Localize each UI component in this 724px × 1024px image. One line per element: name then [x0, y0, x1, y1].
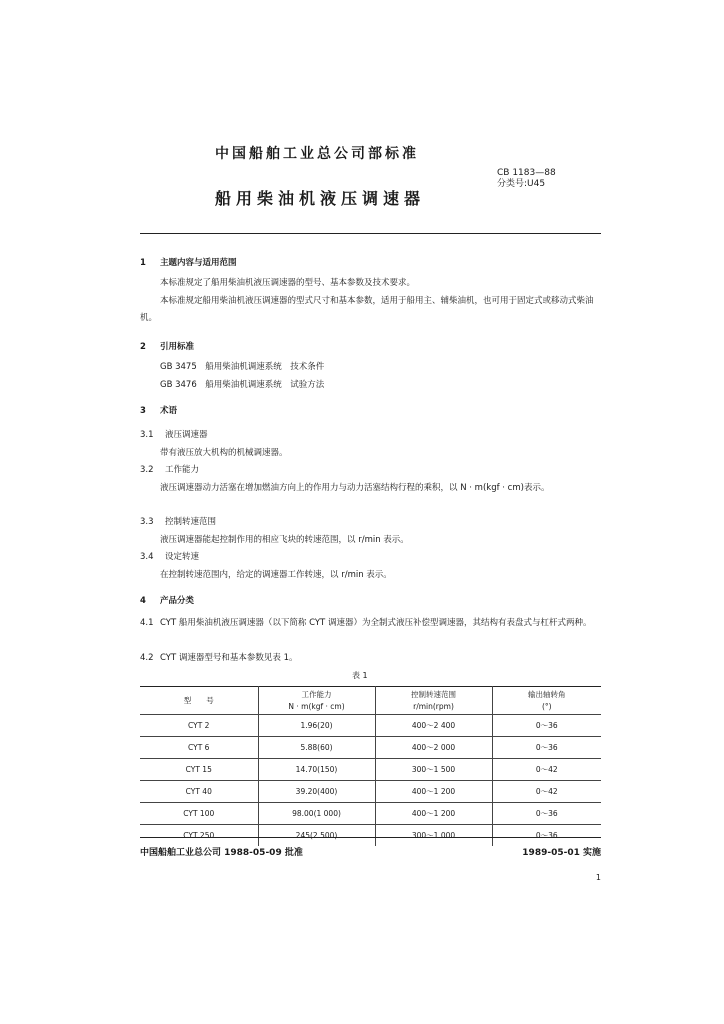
section-title: 术语	[160, 406, 178, 416]
table-cell: 0～36	[492, 825, 601, 847]
table-cell: 14.70(150)	[258, 759, 375, 781]
section-1-para-1: 本标准规定了船用柴油机液压调速器的型号、基本参数及技术要求。	[160, 278, 416, 288]
section-title: 产品分类	[160, 596, 195, 606]
term-3-3-definition: 液压调速器能起控制作用的相应飞块的转速范围，以 r/min 表示。	[160, 535, 409, 545]
section-number: 2	[140, 342, 146, 352]
category-number: 分类号:U45	[497, 179, 546, 189]
table-row	[140, 759, 601, 781]
implementation-date: 1989-05-01 实施	[522, 848, 601, 858]
header-divider	[140, 233, 601, 234]
section-1-heading	[140, 256, 237, 268]
table-caption: 表 1	[352, 671, 368, 680]
footer-divider	[140, 837, 601, 838]
standard-number: CB 1183—88	[497, 168, 556, 178]
table-cell: 5.88(60)	[258, 737, 375, 759]
section-1-para-2: 本标准规定船用柴油机液压调速器的型式尺寸和基本参数，适用于船用主、辅柴油机，也可用于固定式或移动式柴油机。	[140, 296, 594, 323]
clause-number: 4.2	[140, 653, 154, 663]
section-4-2-para	[140, 652, 297, 664]
table-cell: 245(2 500)	[258, 825, 375, 847]
table-header-row	[140, 687, 601, 715]
term-3-2-heading	[140, 464, 199, 476]
section-number: 3	[140, 406, 146, 416]
table-cell: 400～1 200	[375, 803, 492, 825]
term-number: 3.2	[140, 465, 154, 475]
table-cell: 0～36	[492, 715, 601, 737]
table-cell: 0～42	[492, 781, 601, 803]
term-number: 3.1	[140, 430, 154, 440]
table-cell: 39.20(400)	[258, 781, 375, 803]
table-cell: 400～2 000	[375, 737, 492, 759]
table-row	[140, 715, 601, 737]
section-4-1-para	[140, 615, 601, 632]
parameter-table	[140, 686, 601, 846]
term-title: 液压调速器	[165, 430, 208, 440]
header-cell-capacity: 工作能力 N · m(kgf · cm)	[258, 687, 375, 715]
term-title: 工作能力	[165, 465, 200, 475]
section-number: 4	[140, 596, 146, 606]
term-number: 3.3	[140, 517, 154, 527]
clause-text: CYT 调速器型号和基本参数见表 1。	[160, 653, 298, 663]
clause-text: CYT 船用柴油机液压调速器（以下简称 CYT 调速器）为全制式液压补偿型调速器，其结构有表盘式与杠杆式两种。	[160, 618, 592, 628]
document-title: 船用柴油机液压调速器	[215, 189, 426, 208]
table-cell: CYT 40	[140, 781, 258, 803]
header-cell-model: 型 号	[140, 687, 258, 715]
table-row	[140, 781, 601, 803]
table-cell: 400～2 400	[375, 715, 492, 737]
table-cell: 300～1 000	[375, 825, 492, 847]
term-3-4-heading	[140, 551, 199, 563]
table-cell: 1.96(20)	[258, 715, 375, 737]
term-3-1-definition: 带有液压放大机构的机械调速器。	[160, 448, 288, 458]
term-title: 设定转速	[165, 552, 200, 562]
term-3-2-definition: 液压调速器动力活塞在增加燃油方向上的作用力与动力活塞结构行程的乘积，以 N · m(kgf · cm)表示。	[160, 483, 550, 493]
header-cell-shaft-angle: 输出轴转角 (°)	[492, 687, 601, 715]
table-row	[140, 803, 601, 825]
section-number: 1	[140, 258, 146, 268]
term-3-4-definition: 在控制转速范围内，给定的调速器工作转速，以 r/min 表示。	[160, 570, 392, 580]
section-3-heading	[140, 404, 177, 416]
table-cell: 0～36	[492, 737, 601, 759]
table-cell: 98.00(1 000)	[258, 803, 375, 825]
section-title: 主题内容与适用范围	[160, 258, 237, 268]
table-row	[140, 825, 601, 847]
header-cell-speed-range: 控制转速范围 r/min(rpm)	[375, 687, 492, 715]
section-title: 引用标准	[160, 342, 195, 352]
table-cell: CYT 250	[183, 831, 215, 840]
approval-date: 中国船舶工业总公司 1988-05-09 批准	[140, 848, 303, 858]
section-4-heading	[140, 594, 194, 606]
table-cell: CYT 15	[140, 759, 258, 781]
term-title: 控制转速范围	[165, 517, 217, 527]
table-cell: 300～1 500	[375, 759, 492, 781]
page-number: 1	[595, 873, 601, 882]
table-cell: CYT 6	[140, 737, 258, 759]
table-cell: 400～1 200	[375, 781, 492, 803]
clause-number: 4.1	[140, 618, 154, 628]
org-title: 中国船舶工业总公司部标准	[215, 146, 419, 162]
term-number: 3.4	[140, 552, 154, 562]
table-cell: 0～42	[492, 759, 601, 781]
table-row	[140, 737, 601, 759]
table-cell: CYT 2	[140, 715, 258, 737]
term-3-3-heading	[140, 516, 216, 528]
table-cell: 0～36	[492, 803, 601, 825]
section-2-heading	[140, 340, 194, 352]
term-3-1-heading	[140, 429, 208, 441]
reference-standard-1: GB 3475 船用柴油机调速系统 技术条件	[160, 362, 325, 372]
reference-standard-2: GB 3476 船用柴油机调速系统 试验方法	[160, 380, 325, 390]
standard-code-block	[497, 168, 556, 190]
table-cell: CYT 100	[140, 803, 258, 825]
